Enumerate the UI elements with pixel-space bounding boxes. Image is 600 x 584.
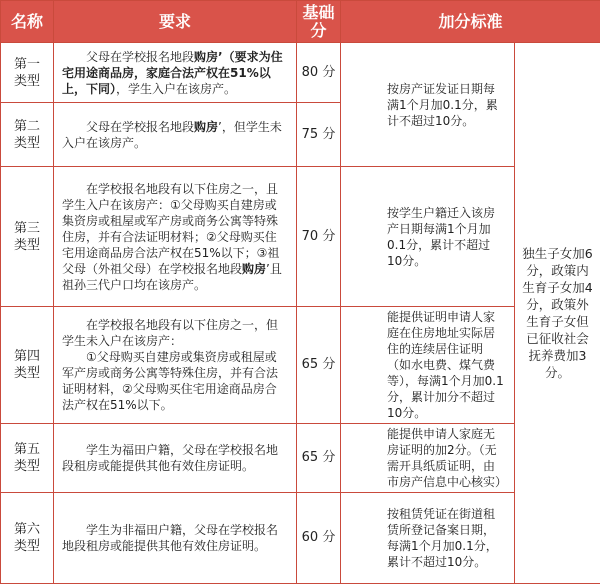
requirement-cell: 在学校报名地段有以下住房之一，但学生未入户在该房产： ①父母购买自建房或集资房或租屋或军产房或商务公寓等特殊住房，并有合法证明材料，②父母购买住宅用途商品房合法产权在51%以下。 <box>54 307 297 424</box>
base-score: 60 分 <box>297 493 341 584</box>
table-row <box>1 493 600 584</box>
base-score: 70 分 <box>297 167 341 307</box>
type-label: 第五 类型 <box>1 424 54 493</box>
type-label: 第六 类型 <box>1 493 54 584</box>
header-bonus: 加分标准 <box>341 1 600 43</box>
header-base-score: 基础 分 <box>297 1 341 43</box>
requirement-cell: 父母在学校报名地段购房’（要求为住宅用途商品房，家庭合法产权在51%以上，下同），学生入户在该房产。 <box>54 43 297 103</box>
header-requirement: 要求 <box>54 1 297 43</box>
type-label: 第二 类型 <box>1 103 54 167</box>
bonus-rule-residence: 能提供证明申请人家庭在住房地址实际居住的连续居住证明（如水电费、煤气费等），每满1个月加0.1分，累计加分不超过10分。 <box>341 307 515 424</box>
table-row <box>1 424 600 493</box>
base-score: 65 分 <box>297 424 341 493</box>
requirement-cell: 学生为非福田户籍，父母在学校报名地段租房或能提供其他有效住房证明。 <box>54 493 297 584</box>
header-row <box>1 1 600 43</box>
table-row <box>1 167 600 307</box>
requirement-cell: 学生为福田户籍，父母在学校报名地段租房或能提供其他有效住房证明。 <box>54 424 297 493</box>
header-name: 名称 <box>1 1 54 43</box>
requirement-cell: 父母在学校报名地段购房’，但学生未入户在该房产。 <box>54 103 297 167</box>
base-score: 80 分 <box>297 43 341 103</box>
base-score: 75 分 <box>297 103 341 167</box>
table-row <box>1 307 600 424</box>
bonus-rule-rental: 按租赁凭证在街道租赁所登记备案日期，每满1个月加0.1分，累计不超过10分。 <box>341 493 515 584</box>
bonus-rule-children: 独生子女加6分，政策内生育子女加4分，政策外生育子女但已征收社会抚养费加3分。 <box>515 43 600 584</box>
bonus-rule-property: 按房产证发证日期每满1个月加0.1分，累计不超过10分。 <box>341 43 515 167</box>
bonus-rule-no-housing: 能提供申请人家庭无房证明的加2分。（无需开具纸质证明，由市房产信息中心核实） <box>341 424 515 493</box>
type-label: 第一 类型 <box>1 43 54 103</box>
base-score: 65 分 <box>297 307 341 424</box>
table-row <box>1 43 600 103</box>
requirement-cell: 在学校报名地段有以下住房之一，且学生入户在该房产：①父母购买自建房或集资房或租屋或军产房或商务公寓等特殊住房，并有合法证明材料；②父母购买住宅用途商品房合法产权在51%以下；③祖父母（外祖父母）在学校报名地段购房’且祖孙三代户口均在该房产。 <box>54 167 297 307</box>
type-label: 第三 类型 <box>1 167 54 307</box>
bonus-rule-household: 按学生户籍迁入该房产日期每满1个月加0.1分，累计不超过10分。 <box>341 167 515 307</box>
type-label: 第四 类型 <box>1 307 54 424</box>
